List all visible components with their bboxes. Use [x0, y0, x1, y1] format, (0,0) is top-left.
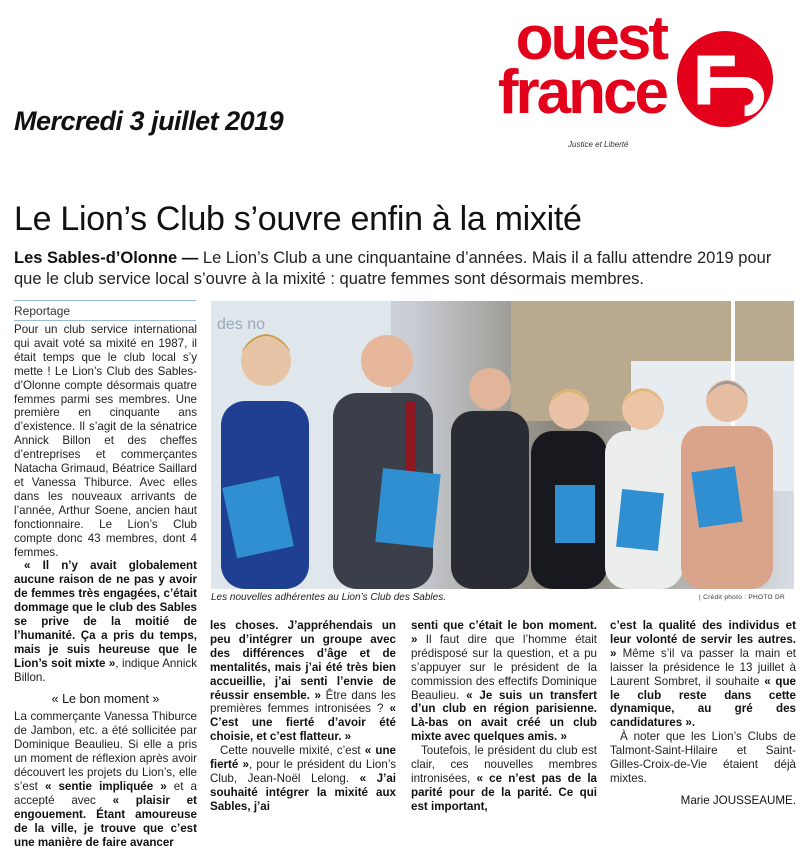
quote: senti que c’était le bon moment. » — [411, 619, 597, 646]
quote: « plaisir et engouement. Étant amoureuse de la ville, je trouve que c’est une manière de faire avancer — [14, 793, 197, 849]
paragraph: À noter que les Lion’s Clubs de Talmont-Saint-Hilaire et Saint-Gilles-Croix-de-Vie étaient déjà mixtes. — [610, 730, 796, 785]
logo-word-france: france — [497, 58, 666, 127]
quote: « Je suis un transfert d’un club en région parisienne. Là-bas on avait créé un club mixte avec quelques amis. » — [411, 688, 598, 744]
paragraph — [610, 619, 796, 730]
rubric-label: Reportage — [14, 304, 71, 318]
article-lead — [14, 248, 794, 290]
text: Toutefois, le président du club est clair, ces nouvelles membres intronisées, — [411, 744, 597, 785]
text: Être dans les premières femmes intronisées ? — [210, 688, 396, 716]
paragraph: Pour un club service international qui avait voté sa mixité en 1987, il était temps que le club local s’y mette ! Le Lion’s Club des Sables-d’Olonne compte désormais quatre femmes parmi ses membres. Une première en cinquante ans d’existence. Il s’agit de la sénatrice Annick Billon et des cheffes d’entreprises et commerçantes Natacha Grimaud, Béatrice Saillard et Vanessa Thiburce. Avec elles dans les nouveaux arrivants de l’année, Arthur Soene, ancien haut fonctionnaire. Le Lion’s Club compte donc 43 membres, dont 4 femmes. — [14, 323, 197, 559]
article-photo — [211, 301, 794, 589]
quote: « sentie impliquée » — [44, 780, 167, 793]
text: Il faut dire que l’homme était prédisposé sur la question, et a pu s’appuyer sur le président de la commission des effectifs Dominique Beaulieu. — [411, 632, 597, 702]
author-signature: Marie JOUSSEAUME. — [680, 793, 796, 807]
text: , pour le président du Lion’s Club, Jean-Noël Lelong. — [210, 758, 396, 785]
text: Même s’il va passer la main et laisser la présidence le 13 juillet à Laurent Sombret, il souhaite — [610, 646, 796, 688]
article-column-3 — [411, 619, 597, 814]
photo-credit: | Crédit photo : PHOTO DR — [699, 594, 786, 601]
lead-text: Le Lion’s Club a une cinquantaine d’années. Mais il a fallu attendre 2019 pour que le club service local s’ouvre à la mixité : quatre femmes sont désormais membres. — [14, 249, 772, 288]
rubric-bottom-rule — [14, 320, 196, 321]
masthead-tagline: Justice et Liberté — [568, 140, 629, 149]
paragraph — [14, 710, 197, 849]
article-column-4 — [610, 619, 796, 808]
article-column-1 — [14, 323, 197, 850]
photo-caption: Les nouvelles adhérentes au Lion’s Club des Sables. — [211, 592, 446, 603]
subheading: « Le bon moment » — [51, 691, 160, 706]
article-title: Le Lion’s Club s’ouvre enfin à la mixité — [14, 200, 582, 238]
quote: « une fierté » — [210, 744, 396, 772]
text: La commerçante Vanessa Thiburce de Jambon, etc. a été sollicitée par Dominique Beaulieu. Si elle a pris un moment de réflexion après avoir découvert les projets du Lion’s, elle s’est — [14, 710, 197, 793]
publication-date: Mercredi 3 juillet 2019 — [14, 106, 284, 136]
ouest-france-logo — [430, 4, 666, 127]
rubric-top-rule — [14, 300, 196, 301]
paragraph — [210, 744, 396, 814]
quote: « que le club reste dans cette dynamique, au gré des candidatures ». — [610, 674, 796, 730]
text: , indique Annick Billon. — [14, 656, 197, 684]
paragraph — [411, 619, 597, 744]
quote: « ce n’est pas de la parité pour de la parité. Ce qui est important, — [411, 771, 598, 813]
paragraph — [411, 744, 597, 814]
dateline: Les Sables-d’Olonne — — [14, 249, 199, 267]
logo-word-ouest: ouest — [515, 4, 666, 73]
ouest-france-emblem-icon — [676, 30, 774, 128]
banner-text: des no — [217, 316, 266, 333]
quote: les choses. J’appréhendais un peu d’intégrer un groupe avec des différences d’âge et de mentalités, mais j’ai été très bien accueillie, j’ai senti l’envie de réussir ensemble. » — [210, 619, 396, 702]
paragraph — [14, 559, 197, 684]
quote: « J’ai souhaité intégrer la mixité aux Sables, j’ai — [210, 771, 396, 813]
quote: « Il n’y avait globalement aucune raison de ne pas y avoir de femmes très engagées, c’était dommage que le club des Sables se prive de la moitié de l’humanité. Ça a pris du temps, mais je suis heureuse que le Lion’s soit mixte » — [14, 559, 197, 670]
text: Cette nouvelle mixité, c’est — [220, 744, 365, 758]
quote: c’est la qualité des individus et leur volonté de servir les autres. » — [610, 619, 796, 660]
paragraph — [210, 619, 396, 744]
text: et a accepté avec — [14, 780, 198, 807]
article-column-2 — [210, 619, 396, 814]
quote: « C’est une fierté d’avoir été choisie, et c’est flatteur. » — [210, 702, 396, 744]
